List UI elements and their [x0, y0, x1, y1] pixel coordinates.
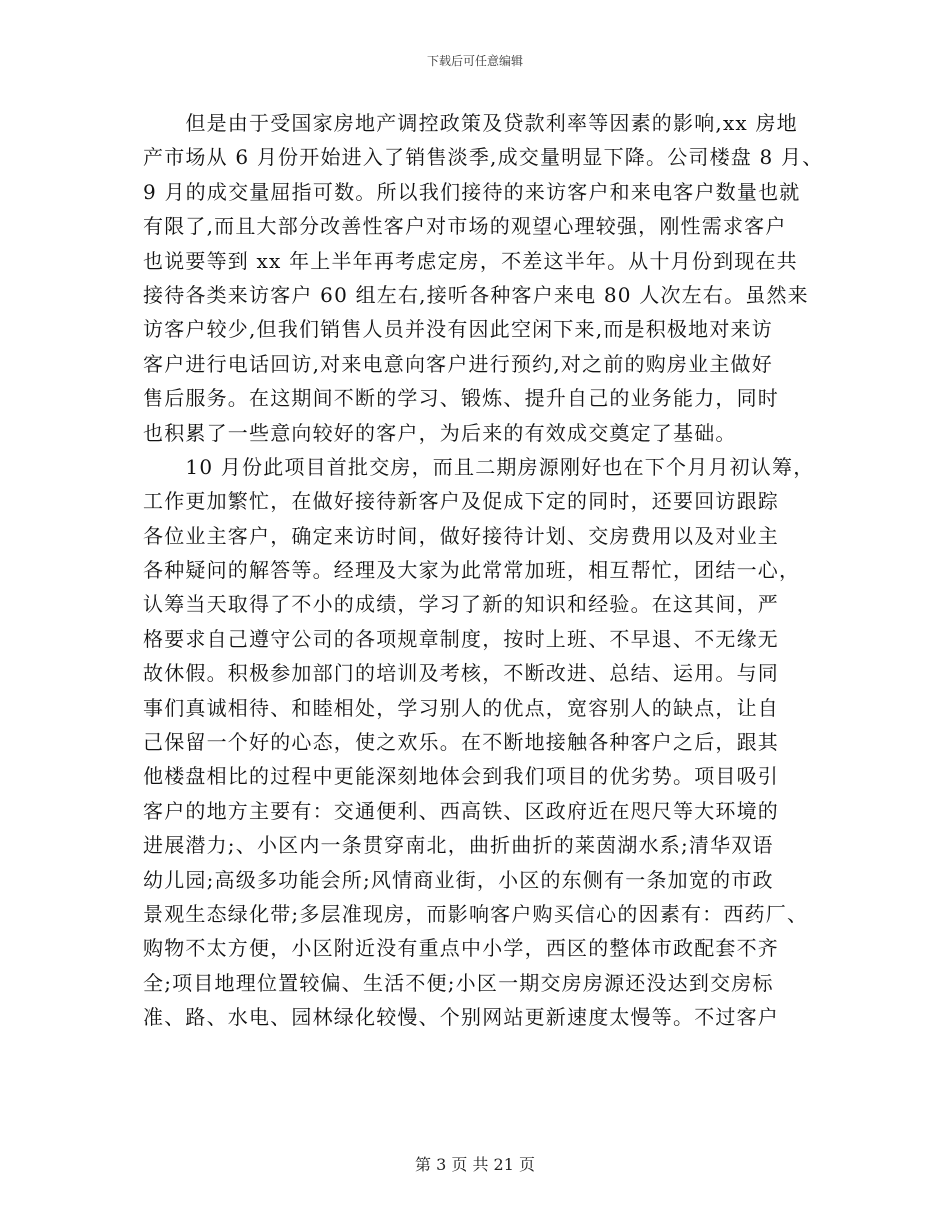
text-line: 故休假。积极参加部门的培训及考核，不断改进、总结、运用。与同: [143, 661, 779, 686]
text-line: 幼儿园;高级多功能会所;风情商业街，小区的东侧有一条加宽的市政: [143, 867, 774, 892]
text-line: 产市场从 6 月份开始进入了销售淡季,成交量明显下降。公司楼盘 8 月、: [143, 145, 824, 170]
text-line: 全;项目地理位置较偏、生活不便;小区一期交房房源还没达到交房标: [143, 970, 774, 995]
page-number-footer: 第 3 页 共 21 页: [415, 1155, 535, 1174]
text-line: 准、路、水电、园林绿化较慢、个别网站更新速度太慢等。不过客户: [143, 1005, 779, 1030]
text-line: 也说要等到 xx 年上半年再考虑定房，不差这半年。从十月份到现在共: [143, 248, 798, 273]
text-line: 购物不太方便，小区附近没有重点中小学，西区的整体市政配套不齐: [143, 936, 779, 961]
text-line: 各位业主客户，确定来访时间，做好接待计划、交房费用以及对业主: [143, 523, 779, 548]
text-line: 认筹当天取得了不小的成绩，学习了新的知识和经验。在这其间，严: [143, 592, 779, 617]
body-text: [143, 106, 823, 1035]
page-header-note: 下载后可任意编辑: [426, 54, 523, 68]
text-line: 景观生态绿化带;多层准现房，而影响客户购买信心的因素有：西药厂、: [143, 901, 809, 926]
text-line: 有限了,而且大部分改善性客户对市场的观望心理较强，刚性需求客户: [143, 214, 787, 239]
text-line: 客户的地方主要有：交通便利、西高铁、区政府近在咫尺等大环境的: [143, 798, 779, 823]
text-line: 格要求自己遵守公司的各项规章制度，按时上班、不早退、不无缘无: [143, 626, 779, 651]
text-line: 售后服务。在这期间不断的学习、锻炼、提升自己的业务能力，同时: [143, 386, 779, 411]
text-line: 客户进行电话回访,对来电意向客户进行预约,对之前的购房业主做好: [143, 351, 773, 376]
text-line: 事们真诚相待、和睦相处，学习别人的优点，宽容别人的缺点，让自: [143, 695, 779, 720]
text-line: 9 月的成交量屈指可数。所以我们接待的来访客户和来电客户数量也就: [143, 179, 801, 204]
text-line: 进展潜力;、小区内一条贯穿南北，曲折曲折的莱茵湖水系;清华双语: [143, 833, 774, 858]
text-line: 也积累了一些意向较好的客户，为后来的有效成交奠定了基础。: [143, 420, 737, 445]
text-line: 他楼盘相比的过程中更能深刻地体会到我们项目的优劣势。项目吸引: [143, 764, 779, 789]
text-line: 访客户较少,但我们销售人员并没有因此空闲下来,而是积极地对来访: [143, 317, 773, 342]
text-line: 工作更加繁忙，在做好接待新客户及促成下定的同时，还要回访跟踪: [143, 489, 779, 514]
text-line: 各种疑问的解答等。经理及大家为此常常加班，相互帮忙，团结一心，: [143, 558, 801, 583]
text-line: 但是由于受国家房地产调控政策及贷款利率等因素的影响,xx 房地: [143, 111, 798, 135]
text-line: 己保留一个好的心态，使之欢乐。在不断地接触各种客户之后，跟其: [143, 730, 779, 755]
text-line: 10 月份此项目首批交房，而且二期房源刚好也在下个月月初认筹，: [143, 454, 815, 479]
text-line: 接待各类来访客户 60 组左右,接听各种客户来电 80 人次左右。虽然来: [143, 282, 809, 307]
